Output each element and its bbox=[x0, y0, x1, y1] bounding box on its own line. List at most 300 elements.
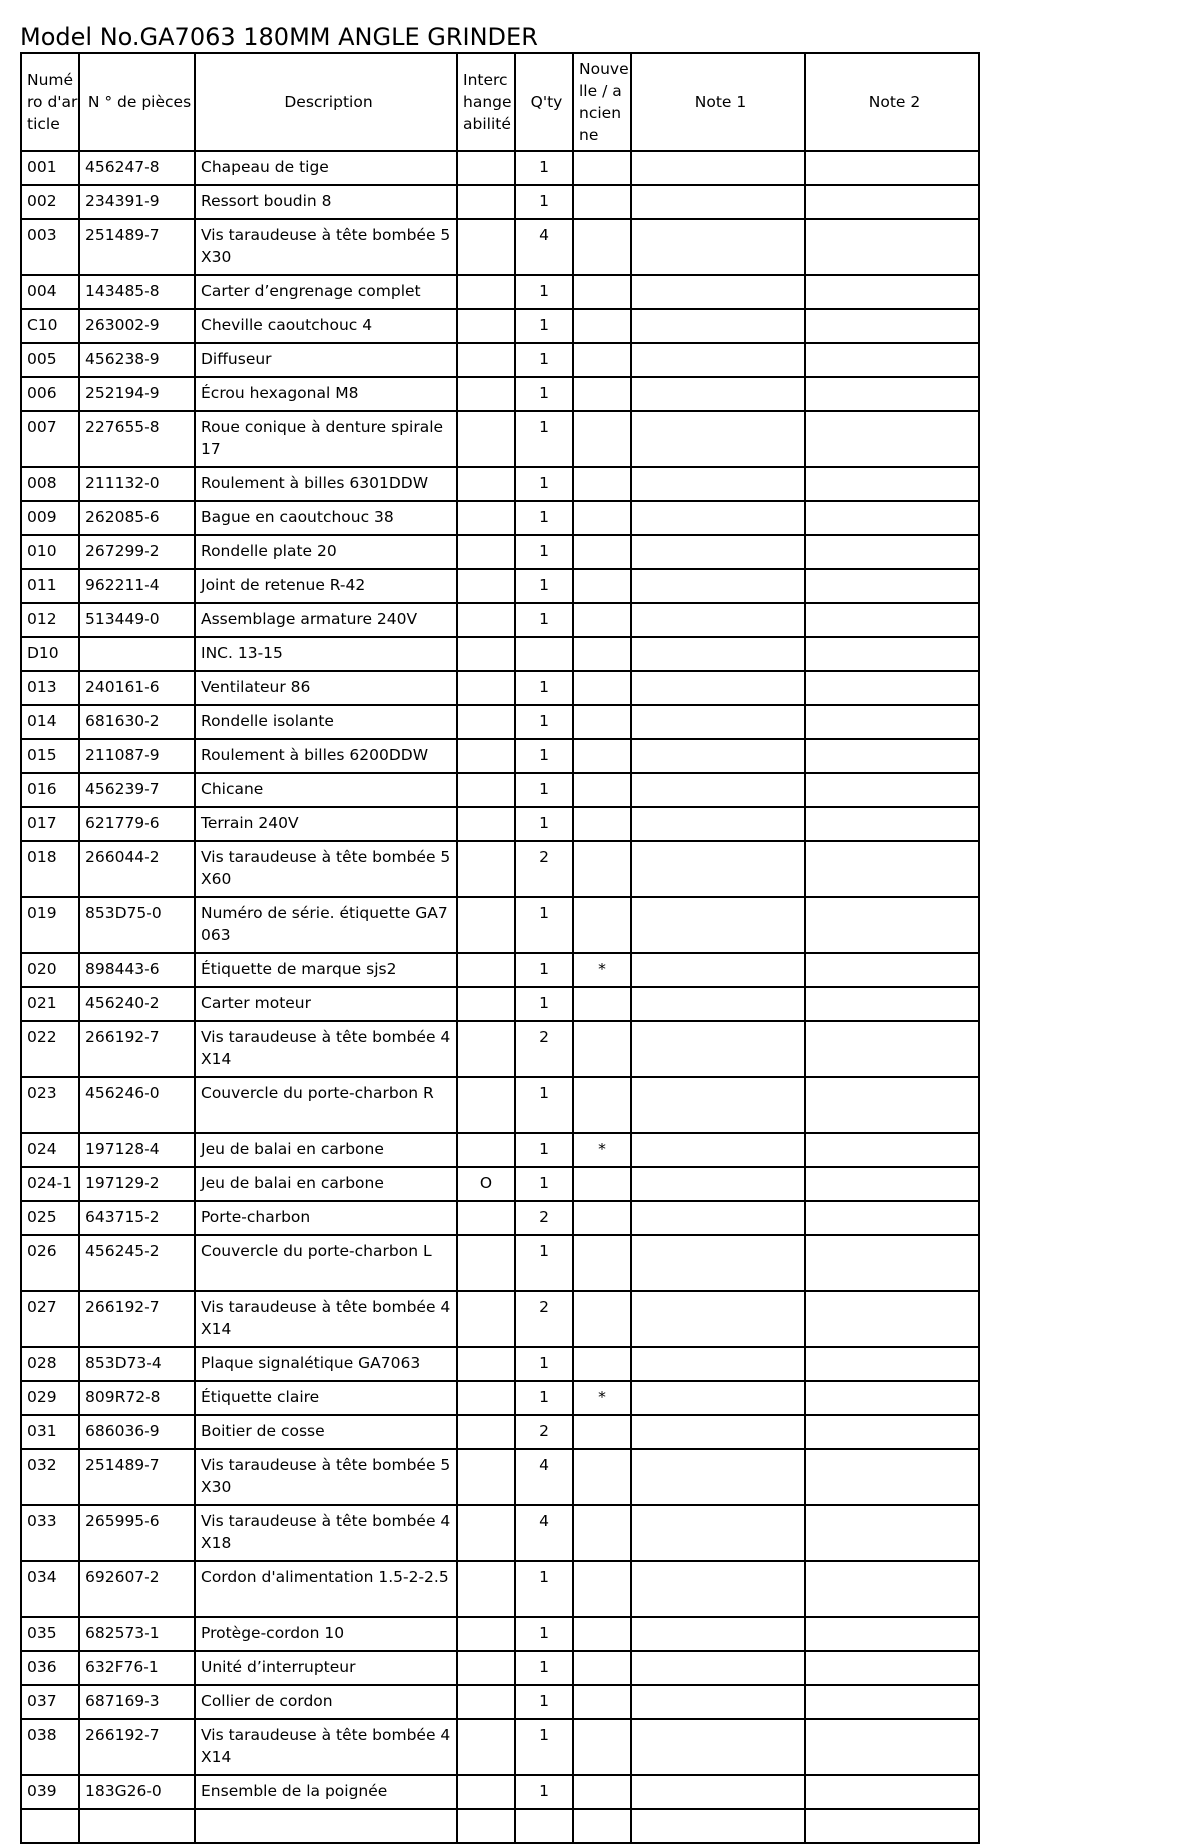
note-1-cell bbox=[631, 377, 805, 411]
note-1-cell bbox=[631, 1077, 805, 1133]
table-row bbox=[21, 309, 979, 343]
description-cell: Carter d’engrenage complet bbox=[195, 275, 457, 309]
table-row bbox=[21, 807, 979, 841]
note-2-cell bbox=[805, 1021, 979, 1077]
note-1-cell bbox=[631, 773, 805, 807]
new-old-cell bbox=[573, 1685, 631, 1719]
part-no-cell: 456247-8 bbox=[79, 151, 195, 185]
note-2-cell bbox=[805, 219, 979, 275]
part-no-cell: 263002-9 bbox=[79, 309, 195, 343]
note-1-cell bbox=[631, 1449, 805, 1505]
new-old-cell bbox=[573, 671, 631, 705]
interchangeability-cell bbox=[457, 1077, 515, 1133]
part-no-cell: 197128-4 bbox=[79, 1133, 195, 1167]
qty-cell: 1 bbox=[515, 1381, 573, 1415]
table-row bbox=[21, 1561, 979, 1617]
description-cell: Protège-cordon 10 bbox=[195, 1617, 457, 1651]
description-cell: Bague en caoutchouc 38 bbox=[195, 501, 457, 535]
part-no-cell: 265995-6 bbox=[79, 1505, 195, 1561]
new-old-cell bbox=[573, 739, 631, 773]
qty-cell: 1 bbox=[515, 1235, 573, 1291]
qty-cell: 1 bbox=[515, 705, 573, 739]
description-cell: Chapeau de tige bbox=[195, 151, 457, 185]
part-no-cell: 962211-4 bbox=[79, 569, 195, 603]
qty-cell: 1 bbox=[515, 671, 573, 705]
interchangeability-cell bbox=[457, 897, 515, 953]
interchangeability-cell bbox=[457, 219, 515, 275]
note-2-cell bbox=[805, 1505, 979, 1561]
qty-cell bbox=[515, 1809, 573, 1843]
col-header-new-old: Nouvelle / ancienne bbox=[573, 53, 631, 151]
note-1-cell bbox=[631, 1505, 805, 1561]
description-cell: Étiquette claire bbox=[195, 1381, 457, 1415]
item-no-cell: 026 bbox=[21, 1235, 79, 1291]
item-no-cell: 002 bbox=[21, 185, 79, 219]
col-header-note-2: Note 2 bbox=[805, 53, 979, 151]
interchangeability-cell: O bbox=[457, 1167, 515, 1201]
item-no-cell: 034 bbox=[21, 1561, 79, 1617]
table-row bbox=[21, 1415, 979, 1449]
col-header-interchangeability: Interchangeabilité bbox=[457, 53, 515, 151]
note-2-cell bbox=[805, 1235, 979, 1291]
note-1-cell bbox=[631, 309, 805, 343]
note-2-cell bbox=[805, 343, 979, 377]
note-2-cell bbox=[805, 1809, 979, 1843]
new-old-cell bbox=[573, 501, 631, 535]
item-no-cell: 024 bbox=[21, 1133, 79, 1167]
item-no-cell: 029 bbox=[21, 1381, 79, 1415]
description-cell: Ventilateur 86 bbox=[195, 671, 457, 705]
table-row bbox=[21, 1505, 979, 1561]
qty-cell: 2 bbox=[515, 1415, 573, 1449]
item-no-cell: 038 bbox=[21, 1719, 79, 1775]
description-cell: Couvercle du porte-charbon L bbox=[195, 1235, 457, 1291]
note-1-cell bbox=[631, 1561, 805, 1617]
qty-cell: 1 bbox=[515, 1719, 573, 1775]
interchangeability-cell bbox=[457, 1415, 515, 1449]
table-row bbox=[21, 1617, 979, 1651]
description-cell: Jeu de balai en carbone bbox=[195, 1167, 457, 1201]
note-2-cell bbox=[805, 411, 979, 467]
item-no-cell bbox=[21, 1809, 79, 1843]
part-no-cell: 692607-2 bbox=[79, 1561, 195, 1617]
new-old-cell bbox=[573, 1651, 631, 1685]
note-2-cell bbox=[805, 1291, 979, 1347]
part-no-cell: 809R72-8 bbox=[79, 1381, 195, 1415]
qty-cell: 1 bbox=[515, 739, 573, 773]
part-no-cell: 686036-9 bbox=[79, 1415, 195, 1449]
description-cell: Rondelle plate 20 bbox=[195, 535, 457, 569]
note-2-cell bbox=[805, 773, 979, 807]
note-1-cell bbox=[631, 1201, 805, 1235]
interchangeability-cell bbox=[457, 275, 515, 309]
new-old-cell bbox=[573, 1201, 631, 1235]
table-row bbox=[21, 841, 979, 897]
item-no-cell: 036 bbox=[21, 1651, 79, 1685]
note-1-cell bbox=[631, 219, 805, 275]
new-old-cell bbox=[573, 1415, 631, 1449]
table-row bbox=[21, 897, 979, 953]
description-cell: Unité d’interrupteur bbox=[195, 1651, 457, 1685]
part-no-cell: 456246-0 bbox=[79, 1077, 195, 1133]
note-2-cell bbox=[805, 705, 979, 739]
qty-cell: 1 bbox=[515, 185, 573, 219]
page-title: Model No.GA7063 180MM ANGLE GRINDER bbox=[20, 23, 538, 51]
table-row bbox=[21, 377, 979, 411]
description-cell: Boitier de cosse bbox=[195, 1415, 457, 1449]
item-no-cell: 028 bbox=[21, 1347, 79, 1381]
note-1-cell bbox=[631, 467, 805, 501]
qty-cell: 1 bbox=[515, 309, 573, 343]
new-old-cell bbox=[573, 1167, 631, 1201]
description-cell: Couvercle du porte-charbon R bbox=[195, 1077, 457, 1133]
qty-cell: 1 bbox=[515, 1133, 573, 1167]
note-1-cell bbox=[631, 953, 805, 987]
qty-cell: 1 bbox=[515, 987, 573, 1021]
note-1-cell bbox=[631, 1235, 805, 1291]
item-no-cell: 018 bbox=[21, 841, 79, 897]
interchangeability-cell bbox=[457, 1561, 515, 1617]
description-cell: Vis taraudeuse à tête bombée 4X14 bbox=[195, 1719, 457, 1775]
note-1-cell bbox=[631, 185, 805, 219]
note-1-cell bbox=[631, 987, 805, 1021]
table-row bbox=[21, 1449, 979, 1505]
qty-cell: 4 bbox=[515, 1449, 573, 1505]
item-no-cell: 011 bbox=[21, 569, 79, 603]
new-old-cell bbox=[573, 1021, 631, 1077]
interchangeability-cell bbox=[457, 1201, 515, 1235]
interchangeability-cell bbox=[457, 841, 515, 897]
item-no-cell: 013 bbox=[21, 671, 79, 705]
note-2-cell bbox=[805, 897, 979, 953]
note-2-cell bbox=[805, 1201, 979, 1235]
note-2-cell bbox=[805, 953, 979, 987]
item-no-cell: 014 bbox=[21, 705, 79, 739]
interchangeability-cell bbox=[457, 377, 515, 411]
interchangeability-cell bbox=[457, 151, 515, 185]
description-cell: Cordon d'alimentation 1.5-2-2.5 bbox=[195, 1561, 457, 1617]
table-row bbox=[21, 1021, 979, 1077]
table-row bbox=[21, 671, 979, 705]
note-1-cell bbox=[631, 1167, 805, 1201]
item-no-cell: 032 bbox=[21, 1449, 79, 1505]
interchangeability-cell bbox=[457, 1133, 515, 1167]
note-1-cell bbox=[631, 535, 805, 569]
part-no-cell: 240161-6 bbox=[79, 671, 195, 705]
table-row bbox=[21, 151, 979, 185]
item-no-cell: 001 bbox=[21, 151, 79, 185]
item-no-cell: 009 bbox=[21, 501, 79, 535]
note-2-cell bbox=[805, 987, 979, 1021]
qty-cell bbox=[515, 637, 573, 671]
part-no-cell: 456238-9 bbox=[79, 343, 195, 377]
qty-cell: 1 bbox=[515, 807, 573, 841]
part-no-cell: 266192-7 bbox=[79, 1719, 195, 1775]
item-no-cell: 008 bbox=[21, 467, 79, 501]
table-header-row bbox=[21, 53, 979, 151]
qty-cell: 2 bbox=[515, 841, 573, 897]
description-cell: Cheville caoutchouc 4 bbox=[195, 309, 457, 343]
note-1-cell bbox=[631, 897, 805, 953]
new-old-cell: * bbox=[573, 953, 631, 987]
item-no-cell: 037 bbox=[21, 1685, 79, 1719]
note-1-cell bbox=[631, 637, 805, 671]
table-row bbox=[21, 987, 979, 1021]
table-row bbox=[21, 185, 979, 219]
note-2-cell bbox=[805, 637, 979, 671]
qty-cell: 1 bbox=[515, 501, 573, 535]
interchangeability-cell bbox=[457, 185, 515, 219]
note-1-cell bbox=[631, 275, 805, 309]
interchangeability-cell bbox=[457, 807, 515, 841]
table-row bbox=[21, 739, 979, 773]
description-cell: Écrou hexagonal M8 bbox=[195, 377, 457, 411]
part-no-cell: 681630-2 bbox=[79, 705, 195, 739]
interchangeability-cell bbox=[457, 411, 515, 467]
interchangeability-cell bbox=[457, 1685, 515, 1719]
new-old-cell bbox=[573, 637, 631, 671]
interchangeability-cell bbox=[457, 671, 515, 705]
description-cell: INC. 13-15 bbox=[195, 637, 457, 671]
part-no-cell: 251489-7 bbox=[79, 219, 195, 275]
item-no-cell: 022 bbox=[21, 1021, 79, 1077]
interchangeability-cell bbox=[457, 501, 515, 535]
col-header-qty: Q'ty bbox=[515, 53, 573, 151]
new-old-cell bbox=[573, 1775, 631, 1809]
table-row bbox=[21, 953, 979, 987]
note-1-cell bbox=[631, 1685, 805, 1719]
note-1-cell bbox=[631, 1651, 805, 1685]
table-row bbox=[21, 773, 979, 807]
description-cell: Vis taraudeuse à tête bombée 5X30 bbox=[195, 219, 457, 275]
qty-cell: 1 bbox=[515, 467, 573, 501]
note-2-cell bbox=[805, 1167, 979, 1201]
part-no-cell: 183G26-0 bbox=[79, 1775, 195, 1809]
note-1-cell bbox=[631, 1775, 805, 1809]
new-old-cell bbox=[573, 1719, 631, 1775]
note-1-cell bbox=[631, 807, 805, 841]
interchangeability-cell bbox=[457, 1651, 515, 1685]
qty-cell: 1 bbox=[515, 1347, 573, 1381]
part-no-cell: 266044-2 bbox=[79, 841, 195, 897]
note-2-cell bbox=[805, 1561, 979, 1617]
table-row bbox=[21, 569, 979, 603]
qty-cell: 1 bbox=[515, 411, 573, 467]
part-no-cell bbox=[79, 637, 195, 671]
description-cell: Collier de cordon bbox=[195, 1685, 457, 1719]
note-1-cell bbox=[631, 1415, 805, 1449]
table-row bbox=[21, 411, 979, 467]
qty-cell: 1 bbox=[515, 1167, 573, 1201]
interchangeability-cell bbox=[457, 1505, 515, 1561]
interchangeability-cell bbox=[457, 343, 515, 377]
item-no-cell: 039 bbox=[21, 1775, 79, 1809]
note-1-cell bbox=[631, 501, 805, 535]
new-old-cell: * bbox=[573, 1381, 631, 1415]
part-no-cell: 456239-7 bbox=[79, 773, 195, 807]
part-no-cell: 643715-2 bbox=[79, 1201, 195, 1235]
qty-cell: 1 bbox=[515, 1561, 573, 1617]
new-old-cell bbox=[573, 603, 631, 637]
part-no-cell: 211087-9 bbox=[79, 739, 195, 773]
item-no-cell: 023 bbox=[21, 1077, 79, 1133]
new-old-cell bbox=[573, 1347, 631, 1381]
item-no-cell: 005 bbox=[21, 343, 79, 377]
new-old-cell bbox=[573, 705, 631, 739]
table-row bbox=[21, 1077, 979, 1133]
item-no-cell: 007 bbox=[21, 411, 79, 467]
table-row bbox=[21, 1347, 979, 1381]
part-no-cell: 234391-9 bbox=[79, 185, 195, 219]
new-old-cell bbox=[573, 897, 631, 953]
interchangeability-cell bbox=[457, 1719, 515, 1775]
new-old-cell bbox=[573, 535, 631, 569]
table-row bbox=[21, 637, 979, 671]
table-row bbox=[21, 603, 979, 637]
note-2-cell bbox=[805, 1617, 979, 1651]
item-no-cell: 010 bbox=[21, 535, 79, 569]
new-old-cell bbox=[573, 1617, 631, 1651]
part-no-cell: 227655-8 bbox=[79, 411, 195, 467]
item-no-cell: 031 bbox=[21, 1415, 79, 1449]
description-cell: Assemblage armature 240V bbox=[195, 603, 457, 637]
qty-cell: 1 bbox=[515, 897, 573, 953]
note-2-cell bbox=[805, 603, 979, 637]
part-no-cell: 251489-7 bbox=[79, 1449, 195, 1505]
note-2-cell bbox=[805, 467, 979, 501]
note-1-cell bbox=[631, 841, 805, 897]
new-old-cell bbox=[573, 773, 631, 807]
note-1-cell bbox=[631, 151, 805, 185]
item-no-cell: 027 bbox=[21, 1291, 79, 1347]
item-no-cell: 017 bbox=[21, 807, 79, 841]
table-row bbox=[21, 1381, 979, 1415]
note-1-cell bbox=[631, 603, 805, 637]
table-row bbox=[21, 1809, 979, 1843]
table-row bbox=[21, 535, 979, 569]
table-row bbox=[21, 501, 979, 535]
new-old-cell bbox=[573, 841, 631, 897]
item-no-cell: 025 bbox=[21, 1201, 79, 1235]
part-no-cell: 456245-2 bbox=[79, 1235, 195, 1291]
table-row bbox=[21, 219, 979, 275]
note-2-cell bbox=[805, 309, 979, 343]
qty-cell: 1 bbox=[515, 1651, 573, 1685]
new-old-cell bbox=[573, 1235, 631, 1291]
part-no-cell: 513449-0 bbox=[79, 603, 195, 637]
description-cell: Carter moteur bbox=[195, 987, 457, 1021]
note-1-cell bbox=[631, 705, 805, 739]
table-row bbox=[21, 1235, 979, 1291]
item-no-cell: 006 bbox=[21, 377, 79, 411]
qty-cell: 4 bbox=[515, 219, 573, 275]
description-cell: Terrain 240V bbox=[195, 807, 457, 841]
part-no-cell: 262085-6 bbox=[79, 501, 195, 535]
new-old-cell bbox=[573, 1561, 631, 1617]
item-no-cell: D10 bbox=[21, 637, 79, 671]
interchangeability-cell bbox=[457, 1449, 515, 1505]
new-old-cell bbox=[573, 185, 631, 219]
qty-cell: 1 bbox=[515, 953, 573, 987]
item-no-cell: 003 bbox=[21, 219, 79, 275]
interchangeability-cell bbox=[457, 1291, 515, 1347]
qty-cell: 1 bbox=[515, 1685, 573, 1719]
description-cell: Jeu de balai en carbone bbox=[195, 1133, 457, 1167]
note-1-cell bbox=[631, 1347, 805, 1381]
note-1-cell bbox=[631, 1719, 805, 1775]
description-cell: Porte-charbon bbox=[195, 1201, 457, 1235]
qty-cell: 1 bbox=[515, 151, 573, 185]
parts-table bbox=[20, 52, 980, 1844]
note-1-cell bbox=[631, 1617, 805, 1651]
table-row bbox=[21, 1775, 979, 1809]
qty-cell: 4 bbox=[515, 1505, 573, 1561]
interchangeability-cell bbox=[457, 953, 515, 987]
new-old-cell bbox=[573, 219, 631, 275]
interchangeability-cell bbox=[457, 987, 515, 1021]
new-old-cell bbox=[573, 309, 631, 343]
table-row bbox=[21, 1651, 979, 1685]
new-old-cell bbox=[573, 467, 631, 501]
qty-cell: 1 bbox=[515, 603, 573, 637]
new-old-cell bbox=[573, 1077, 631, 1133]
interchangeability-cell bbox=[457, 637, 515, 671]
interchangeability-cell bbox=[457, 1809, 515, 1843]
part-no-cell: 687169-3 bbox=[79, 1685, 195, 1719]
description-cell: Ressort boudin 8 bbox=[195, 185, 457, 219]
note-2-cell bbox=[805, 1077, 979, 1133]
interchangeability-cell bbox=[457, 773, 515, 807]
table-row bbox=[21, 1685, 979, 1719]
qty-cell: 1 bbox=[515, 1617, 573, 1651]
new-old-cell bbox=[573, 411, 631, 467]
part-no-cell: 266192-7 bbox=[79, 1291, 195, 1347]
description-cell: Roulement à billes 6200DDW bbox=[195, 739, 457, 773]
new-old-cell bbox=[573, 569, 631, 603]
part-no-cell: 266192-7 bbox=[79, 1021, 195, 1077]
new-old-cell bbox=[573, 343, 631, 377]
qty-cell: 2 bbox=[515, 1291, 573, 1347]
note-2-cell bbox=[805, 671, 979, 705]
description-cell: Joint de retenue R-42 bbox=[195, 569, 457, 603]
description-cell: Diffuseur bbox=[195, 343, 457, 377]
note-1-cell bbox=[631, 569, 805, 603]
interchangeability-cell bbox=[457, 535, 515, 569]
part-no-cell: 252194-9 bbox=[79, 377, 195, 411]
note-2-cell bbox=[805, 841, 979, 897]
new-old-cell bbox=[573, 1291, 631, 1347]
table-row bbox=[21, 705, 979, 739]
new-old-cell bbox=[573, 151, 631, 185]
note-1-cell bbox=[631, 343, 805, 377]
note-2-cell bbox=[805, 535, 979, 569]
item-no-cell: 012 bbox=[21, 603, 79, 637]
interchangeability-cell bbox=[457, 1775, 515, 1809]
description-cell: Roulement à billes 6301DDW bbox=[195, 467, 457, 501]
item-no-cell: 020 bbox=[21, 953, 79, 987]
part-no-cell: 143485-8 bbox=[79, 275, 195, 309]
new-old-cell: * bbox=[573, 1133, 631, 1167]
item-no-cell: 016 bbox=[21, 773, 79, 807]
description-cell: Roue conique à denture spirale 17 bbox=[195, 411, 457, 467]
qty-cell: 1 bbox=[515, 275, 573, 309]
new-old-cell bbox=[573, 377, 631, 411]
description-cell bbox=[195, 1809, 457, 1843]
part-no-cell: 197129-2 bbox=[79, 1167, 195, 1201]
table-row bbox=[21, 1719, 979, 1775]
new-old-cell bbox=[573, 275, 631, 309]
description-cell: Chicane bbox=[195, 773, 457, 807]
